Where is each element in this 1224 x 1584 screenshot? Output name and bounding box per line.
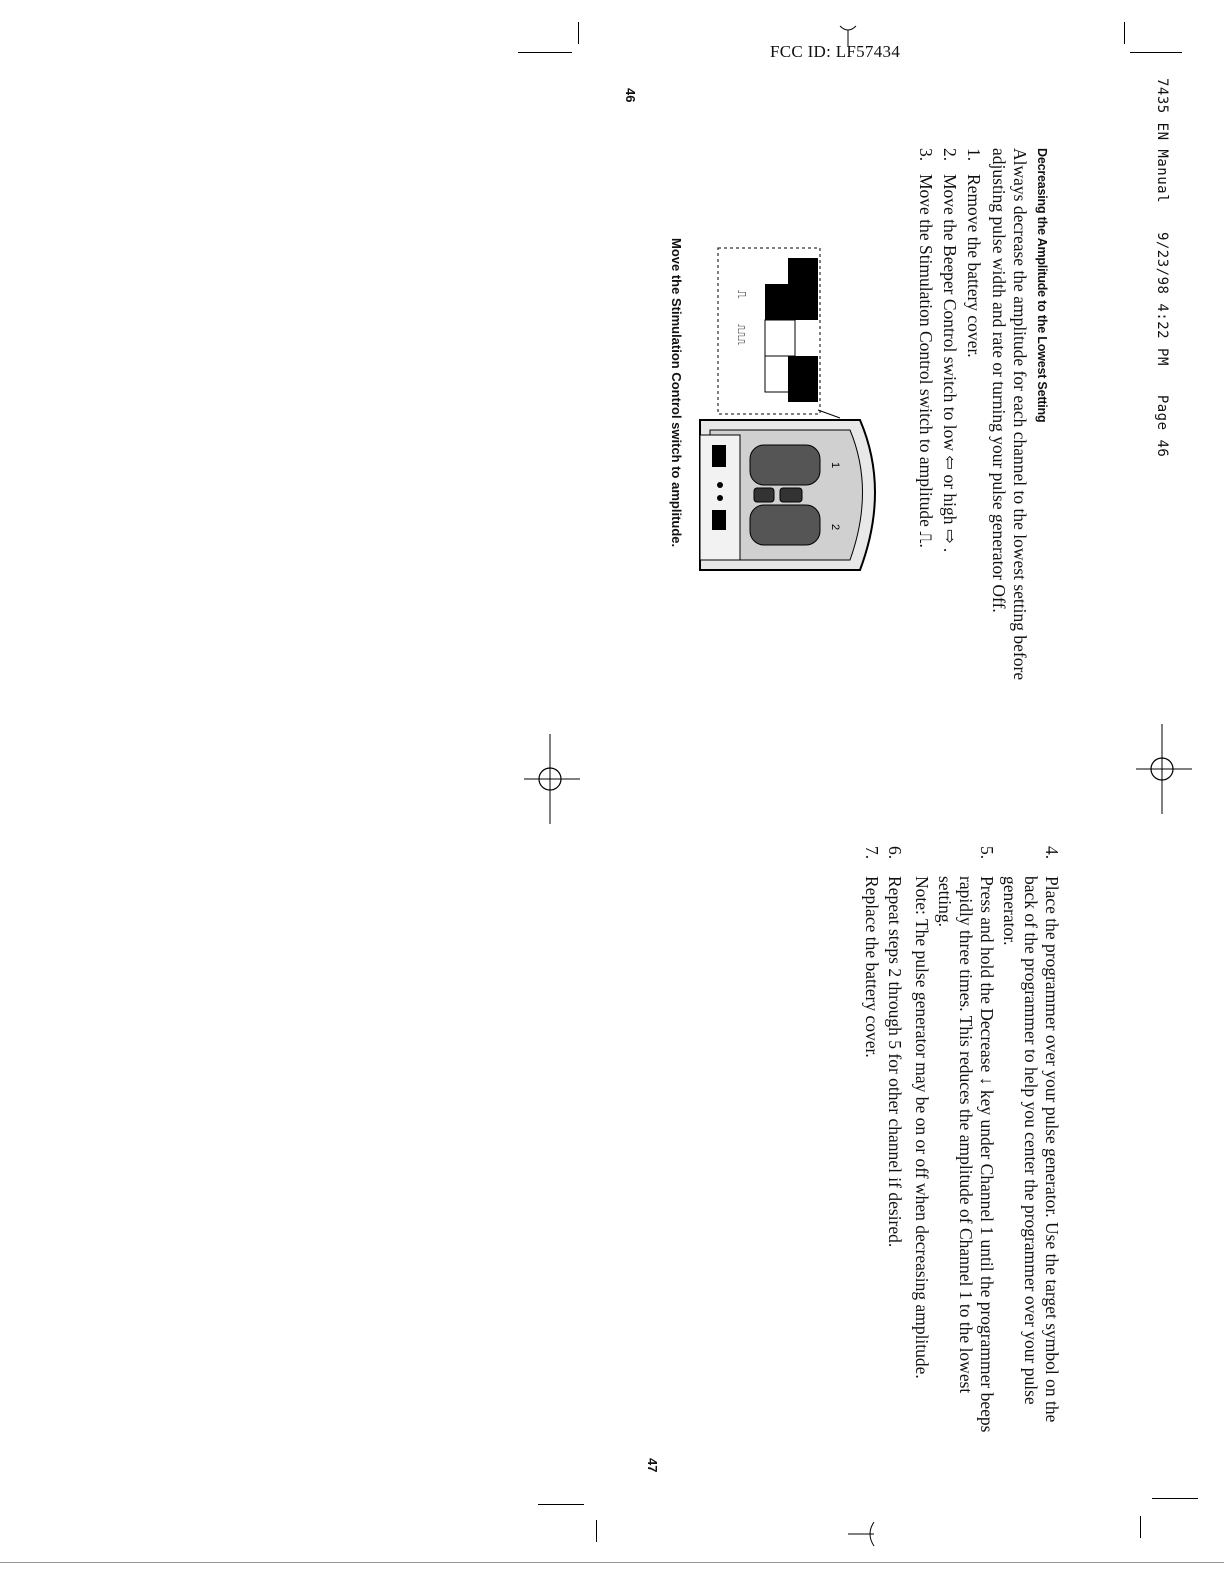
rate-symbol: ⎍⎍⎍ bbox=[735, 324, 746, 345]
fcc-id-label: FCC ID: LF57434 bbox=[770, 42, 901, 61]
crop-mark bbox=[538, 1504, 584, 1505]
list-item bbox=[861, 846, 882, 1446]
programmer-illustration bbox=[690, 240, 890, 600]
step-number: 4. bbox=[1042, 846, 1062, 860]
step-number: 7. bbox=[862, 846, 882, 860]
channel-1-label: 1 bbox=[829, 462, 841, 469]
step-number: 2. bbox=[940, 148, 960, 162]
crop-mark bbox=[578, 22, 579, 44]
decrease-key-ch2-icon bbox=[750, 505, 820, 545]
step-text: Replace the battery cover. bbox=[862, 876, 882, 1058]
list-item bbox=[999, 846, 1062, 1446]
right-page-content bbox=[859, 846, 1062, 1446]
step-text: Remove the battery cover. bbox=[964, 174, 984, 358]
figure-caption: Move the Stimulation Control switch to amplitude. bbox=[669, 238, 684, 548]
step-number: 5. bbox=[977, 846, 997, 860]
amplitude-symbol: ⎍ bbox=[735, 290, 749, 299]
page-edge bbox=[0, 1562, 1224, 1563]
switch-slider bbox=[765, 284, 818, 320]
step-number: 1. bbox=[964, 148, 984, 162]
crop-mark bbox=[1124, 22, 1125, 44]
crop-mark bbox=[596, 1520, 597, 1542]
step-text: Place the programmer over your pulse generator. Use the target symbol on the back of the programmer to help you center the programmer over your pulse generator. bbox=[1000, 876, 1062, 1423]
slug-page: Page 46 bbox=[1154, 394, 1170, 458]
note-text: Note: The pulse generator may be on or off when decreasing amplitude. bbox=[912, 876, 932, 1379]
step-number: 3. bbox=[916, 148, 936, 162]
crop-mark bbox=[1130, 52, 1182, 53]
section-heading: Decreasing the Amplitude to the Lowest Setting bbox=[1035, 148, 1049, 423]
step-number: 6. bbox=[885, 846, 905, 860]
decrease-key-ch1-icon bbox=[750, 445, 820, 485]
list-item bbox=[939, 148, 960, 688]
step-text: Move the Stimulation Control switch to amplitude ⎍. bbox=[916, 174, 936, 548]
left-page-content bbox=[912, 148, 1052, 688]
list-item bbox=[915, 148, 936, 688]
registration-target-icon bbox=[524, 734, 580, 824]
crop-mark bbox=[1152, 1498, 1198, 1499]
step-text: Repeat steps 2 through 5 for other channel if desired. bbox=[885, 876, 905, 1248]
registration-target-icon bbox=[1136, 724, 1192, 814]
crop-mark bbox=[518, 52, 572, 53]
intro-paragraph: Always decrease the amplitude for each channel to the lowest setting before adjusting pulse width and rate or turning your pulse generator Off. bbox=[989, 148, 1030, 681]
list-item bbox=[963, 148, 984, 688]
slug-manual: 7435 EN Manual bbox=[1154, 78, 1170, 204]
step-list-left bbox=[915, 148, 984, 688]
slug-date: 9/23/98 4:22 PM bbox=[1154, 231, 1170, 366]
page-number-right: 47 bbox=[645, 1458, 660, 1473]
channel-2-label: 2 bbox=[829, 524, 841, 531]
list-item bbox=[884, 846, 905, 1446]
crop-mark bbox=[1140, 1516, 1141, 1538]
registration-tick-icon bbox=[848, 1518, 882, 1548]
registration-tick-icon bbox=[836, 22, 860, 46]
print-slug bbox=[1154, 78, 1170, 477]
page-number-left: 46 bbox=[623, 88, 638, 103]
step-text: Move the Beeper Control switch to low ⇦ or high ⇨ . bbox=[940, 174, 960, 553]
list-item bbox=[934, 846, 997, 1446]
step-text: Press and hold the Decrease ↓ key under Channel 1 until the programmer beeps rapidly three times. This reduces the amplitude of Channel 1 to the lowest setting. bbox=[935, 876, 997, 1433]
